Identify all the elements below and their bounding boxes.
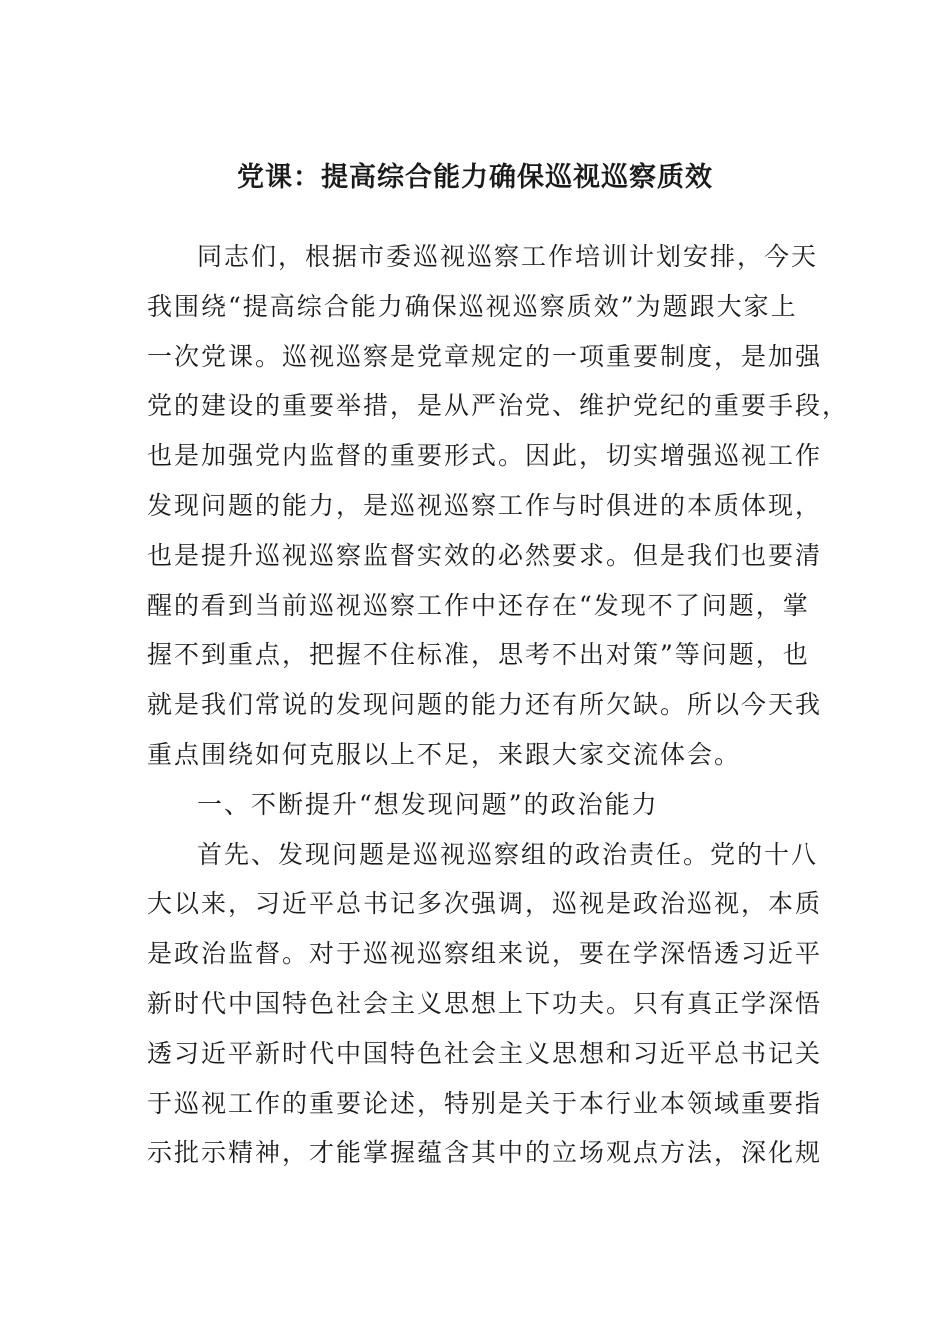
paragraph-line: 也是加强党内监督的重要形式。因此，切实增强巡视工作 [147, 441, 823, 471]
paragraph-line: 醒的看到当前巡视巡察工作中还存在“发现不了问题，掌 [147, 590, 810, 620]
paragraph-line: 发现问题的能力，是巡视巡察工作与时俱进的本质体现， [147, 490, 823, 520]
paragraph-line: 就是我们常说的发现问题的能力还有所欠缺。所以今天我 [147, 690, 823, 720]
paragraph-line: 示批示精神，才能掌握蕴含其中的立场观点方法，深化规 [147, 1138, 823, 1168]
paragraph-line: 握不到重点，把握不住标准，思考不出对策”等问题，也 [147, 640, 810, 670]
paragraph-line: 透习近平新时代中国特色社会主义思想和习近平总书记关 [147, 1038, 823, 1068]
paragraph-line: 于巡视工作的重要论述，特别是关于本行业本领域重要指 [147, 1088, 823, 1118]
paragraph-line: 是政治监督。对于巡视巡察组来说，要在学深悟透习近平 [147, 939, 823, 969]
paragraph-line: 我围绕“提高综合能力确保巡视巡察质效”为题跟大家上 [147, 291, 798, 321]
paragraph-line: 一次党课。巡视巡察是党章规定的一项重要制度，是加强 [147, 341, 823, 371]
paragraph-line: 也是提升巡视巡察监督实效的必然要求。但是我们也要清 [147, 540, 823, 570]
document-title: 党课：提高综合能力确保巡视巡察质效 [237, 162, 713, 193]
paragraph-line: 同志们，根据市委巡视巡察工作培训计划安排，今天 [197, 242, 819, 271]
paragraph-line: 重点围绕如何克服以上不足，来跟大家交流体会。 [147, 739, 742, 769]
paragraph-line: 党的建设的重要举措，是从严治党、维护党纪的重要手段， [147, 391, 850, 421]
section-heading: 一、不断提升“想发现问题”的政治能力 [197, 789, 659, 819]
paragraph-line: 新时代中国特色社会主义思想上下功夫。只有真正学深悟 [147, 988, 823, 1018]
document-body [147, 232, 850, 1178]
paragraph-line: 首先、发现问题是巡视巡察组的政治责任。党的十八 [197, 839, 819, 869]
paragraph-line: 大以来，习近平总书记多次强调，巡视是政治巡视，本质 [147, 889, 823, 919]
